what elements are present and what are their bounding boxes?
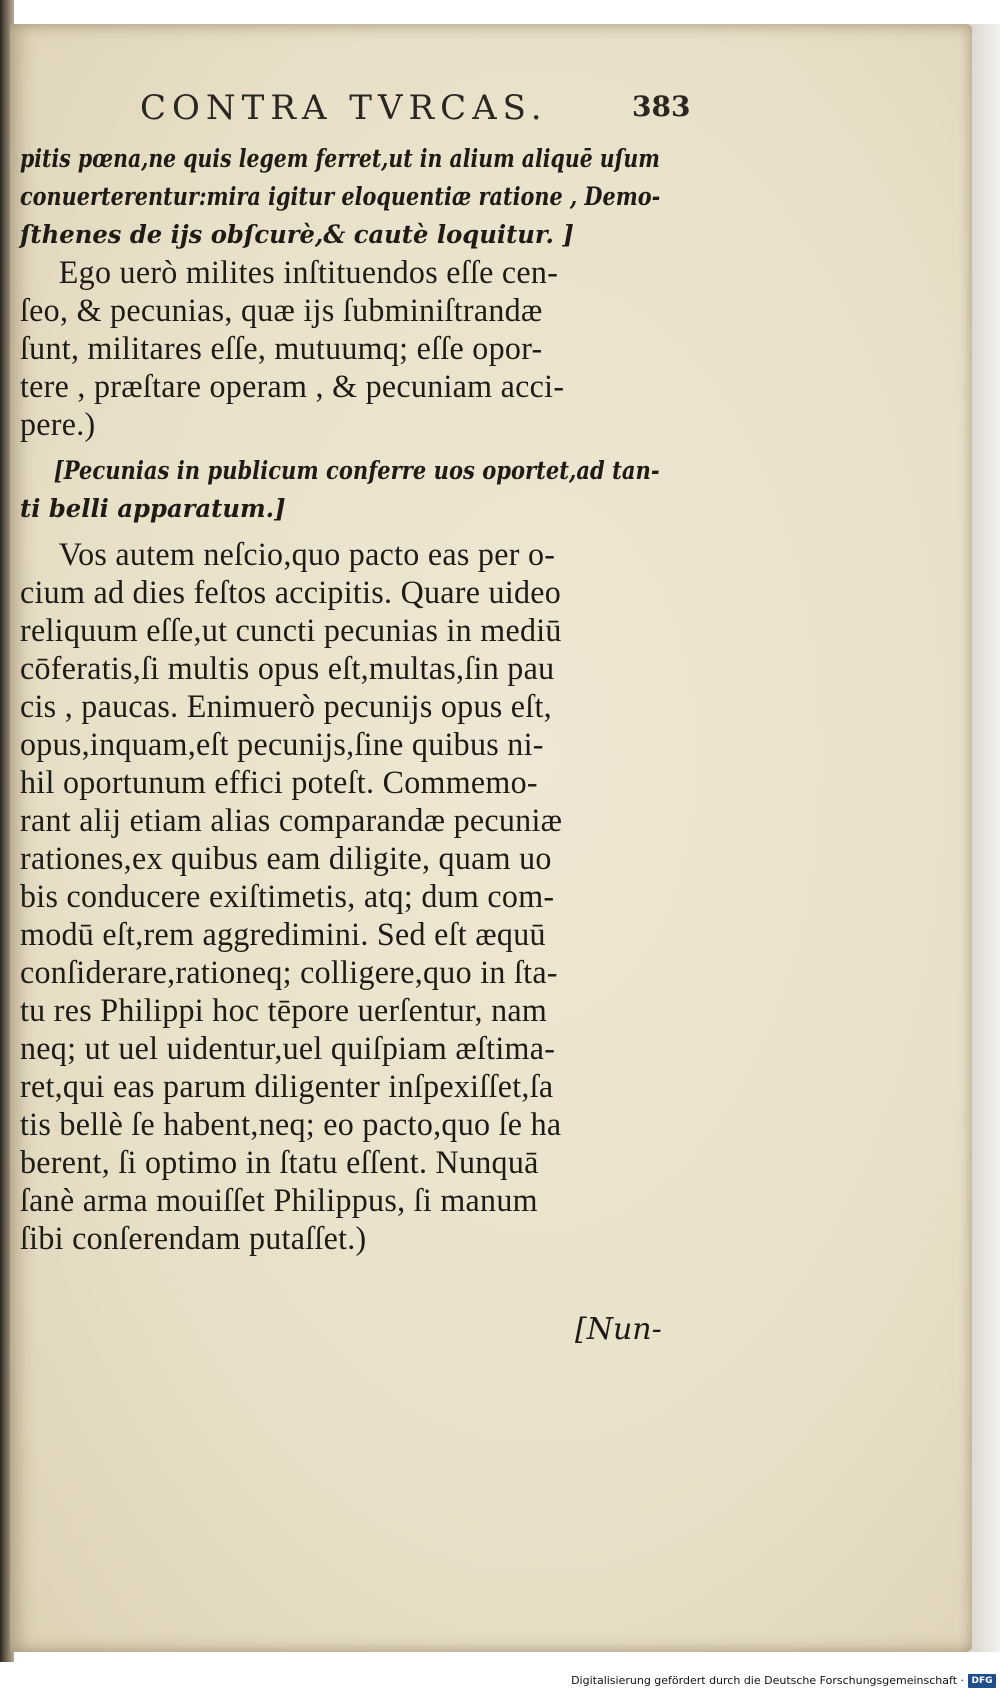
text-line: ſanè arma mouiſſet Philippus, ſi manum bbox=[20, 1183, 538, 1219]
text-line: opus,inquam,eſt pecunijs,ſine quibus ni- bbox=[20, 727, 544, 763]
text-line: Ego uerò milites inſtituendos eſſe cen- bbox=[58, 255, 559, 291]
text-line: Vos autem neſcio,quo pacto eas per o- bbox=[58, 537, 556, 573]
text-line: rant alij etiam alias comparandæ pecuniæ bbox=[20, 803, 563, 839]
funding-credit: Digitalisierung gefördert durch die Deutsche Forschungsgemeinschaft · bbox=[571, 1674, 964, 1687]
running-head: CONTRA TVRCAS. bbox=[140, 88, 548, 128]
text-line: pitis pœna,ne quis legem ferret,ut in alium aliquē uſum bbox=[20, 144, 660, 173]
text-line: ret,qui eas parum diligenter inſpexiſſet,ſa bbox=[20, 1069, 554, 1105]
text-line: tis bellè ſe habent,neq; eo pacto,quo ſe ha bbox=[20, 1107, 562, 1143]
text-line: pere.) bbox=[20, 407, 96, 443]
text-block bbox=[20, 140, 680, 1258]
text-line: cis , paucas. Enimuerò pecunijs opus eſt, bbox=[20, 689, 552, 725]
text-line: hil oportunum effici poteſt. Commemo- bbox=[20, 765, 538, 801]
text-line: berent, ſi optimo in ſtatu eſſent. Nunquā bbox=[20, 1145, 539, 1181]
text-line: reliquum eſſe,ut cuncti pecunias in mediū bbox=[20, 613, 562, 649]
dfg-logo-icon: DFG bbox=[968, 1674, 996, 1688]
text-line: ti belli apparatum.] bbox=[20, 494, 286, 523]
text-line: tere , præſtare operam , & pecuniam acci- bbox=[20, 369, 565, 405]
page-shadow bbox=[968, 24, 1000, 1652]
text-line: ſthenes de ijs obſcurè,& cautè loquitur. ] bbox=[20, 220, 574, 249]
text-line: neq; ut uel uidentur,uel quiſpiam æſtima- bbox=[20, 1031, 556, 1067]
text-line: conuerterentur:mira igitur eloquentiæ ratione , Demo- bbox=[20, 182, 661, 211]
text-line: [Pecunias in publicum conferre uos oportet,ad tan- bbox=[53, 456, 660, 485]
text-line: bis conducere exiſtimetis, atq; dum com- bbox=[20, 879, 555, 915]
footer-bar bbox=[0, 1672, 1000, 1693]
text-line: tu res Philippi hoc tēpore uerſentur, nam bbox=[20, 993, 548, 1029]
text-line: modū eſt,rem aggredimini. Sed eſt æquū bbox=[20, 917, 546, 953]
text-line: cōferatis,ſi multis opus eſt,multas,ſin pau bbox=[20, 651, 555, 687]
text-line: conſiderare,rationeq; colligere,quo in ſta- bbox=[20, 955, 558, 991]
text-line: ſunt, militares eſſe, mutuumq; eſſe opor- bbox=[20, 331, 543, 367]
text-line: ſeo, & pecunias, quæ ijs ſubminiſtrandæ bbox=[20, 293, 543, 329]
text-line: cium ad dies feſtos accipitis. Quare uideo bbox=[20, 575, 562, 611]
text-line: rationes,ex quibus eam diligite, quam uo bbox=[20, 841, 552, 877]
page-number: 383 bbox=[632, 90, 691, 123]
text-line: ſibi conſerendam putaſſet.) bbox=[20, 1221, 367, 1257]
catchword: [Nun- bbox=[575, 1312, 662, 1347]
